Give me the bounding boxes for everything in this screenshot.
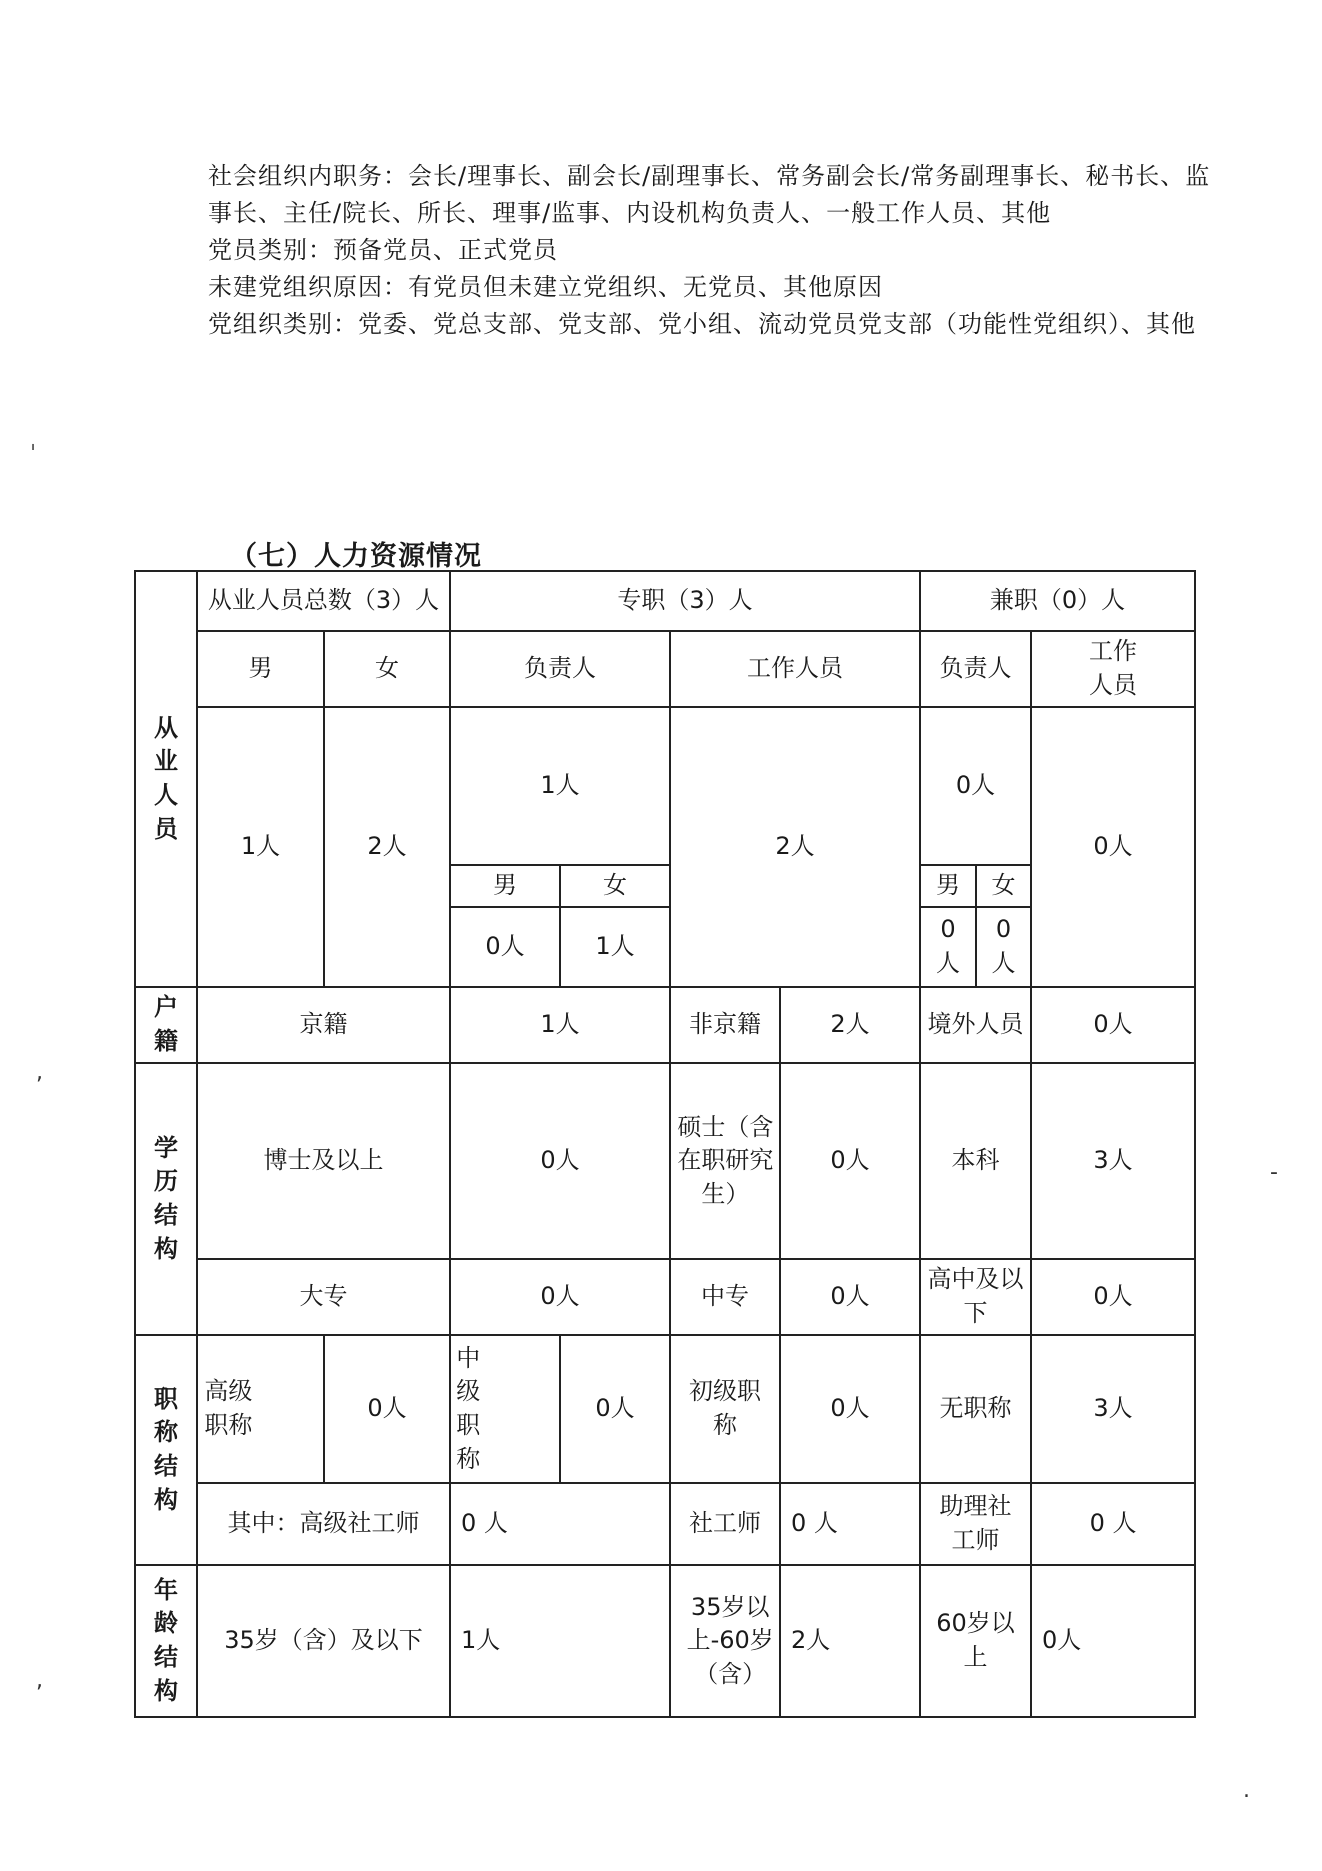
social-count: 0 人 (780, 1483, 920, 1565)
overseas-label (920, 987, 1031, 1063)
employees-category: 从业人员 (153, 713, 178, 843)
table-row (135, 1483, 1195, 1565)
note-line: 党员类别：预备党员、正式党员 (208, 236, 558, 264)
note-line: 社会组织内职务：会长/理事长、副会长/副理事长、常务副会长/常务副理事长、秘书长、监 (208, 162, 1211, 190)
under35-label: 35岁（含）及以下 (197, 1565, 450, 1717)
junior-label (670, 1335, 780, 1483)
fulltime-cell: 专职（3）人 (450, 571, 920, 631)
ft-head-male-count: 0人 (450, 907, 560, 987)
over60-label-text: 60岁以上 (936, 1609, 1015, 1671)
scan-speck: . (1243, 1778, 1250, 1803)
section-title: （七）人力资源情况 (230, 541, 482, 572)
note-line: 事长、主任/院长、所长、理事/监事、内设机构负责人、一般工作人员、其他 (208, 199, 1052, 227)
male-count: 1人 (197, 707, 324, 987)
intermediate-label-text: 中级职称 (456, 1343, 481, 1473)
master-count: 0人 (780, 1063, 920, 1259)
category-cell (135, 1335, 197, 1565)
intermediate-count: 0人 (560, 1335, 670, 1483)
note-line: 党组织类别：党委、党总支部、党支部、党小组、流动党员党支部（功能性党组织）、其他 (208, 310, 1196, 338)
pt-staff-count: 0人 (1031, 707, 1195, 987)
pt-head-male-count-text: 0人 (936, 915, 961, 977)
scan-speck: ˈ (30, 442, 37, 467)
college-label: 大专 (197, 1259, 450, 1335)
beijing-label: 京籍 (197, 987, 450, 1063)
senior-count: 0人 (324, 1335, 450, 1483)
scan-speck: , (36, 1668, 43, 1693)
doctor-label: 博士及以上 (197, 1063, 450, 1259)
highschool-label (920, 1259, 1031, 1335)
female-header: 女 (324, 631, 450, 707)
master-label-text: 硕士（含在职研究生） (677, 1112, 774, 1208)
non-beijing-count: 2人 (780, 987, 920, 1063)
technical-count: 0人 (780, 1259, 920, 1335)
assistant-social-count: 0 人 (1031, 1483, 1195, 1565)
male-header: 男 (197, 631, 324, 707)
note-line: 未建党组织原因：有党员但未建立党组织、无党员、其他原因 (208, 273, 883, 301)
table-row (135, 987, 1195, 1063)
bachelor-label: 本科 (920, 1063, 1031, 1259)
pt-head-male-header: 男 (920, 865, 976, 907)
table-row (135, 707, 1195, 865)
table-row (135, 1335, 1195, 1483)
title-category: 职称结构 (153, 1384, 178, 1514)
table-row (135, 1063, 1195, 1259)
human-resources-table (134, 570, 1196, 1718)
ft-head-count: 1人 (450, 707, 670, 865)
senior-social-count: 0 人 (450, 1483, 670, 1565)
master-label (670, 1063, 780, 1259)
mid-age-count: 2人 (780, 1565, 920, 1717)
education-category: 学历结构 (153, 1133, 178, 1263)
scan-speck: - (1270, 1160, 1278, 1185)
pt-staff-header-text: 工作人员 (1089, 637, 1138, 699)
highschool-count: 0人 (1031, 1259, 1195, 1335)
non-beijing-label: 非京籍 (670, 987, 780, 1063)
assistant-social-label-text: 助理社工师 (939, 1492, 1012, 1554)
category-cell (135, 1565, 197, 1717)
junior-label-text: 初级职称 (689, 1377, 761, 1439)
intermediate-label (450, 1335, 560, 1483)
total-employees-cell: 从业人员总数（3）人 (197, 571, 450, 631)
ft-head-header: 负责人 (450, 631, 670, 707)
mid-age-label (670, 1565, 780, 1717)
category-cell (135, 987, 197, 1063)
senior-label (197, 1335, 324, 1483)
over60-label (920, 1565, 1031, 1717)
table-row (135, 1565, 1195, 1717)
overseas-count: 0人 (1031, 987, 1195, 1063)
ft-head-female-count: 1人 (560, 907, 670, 987)
ft-staff-header: 工作人员 (670, 631, 920, 707)
pt-head-male-count (920, 907, 976, 987)
under35-count: 1人 (450, 1565, 670, 1717)
pt-head-female-header: 女 (976, 865, 1031, 907)
technical-label: 中专 (670, 1259, 780, 1335)
pt-head-female-count (976, 907, 1031, 987)
senior-social-label: 其中：高级社工师 (197, 1483, 450, 1565)
beijing-count: 1人 (450, 987, 670, 1063)
overseas-label-text: 境外人员 (927, 1010, 1024, 1039)
doctor-count: 0人 (450, 1063, 670, 1259)
mid-age-label-text: 35岁以上-60岁（含） (686, 1592, 774, 1688)
table-row (135, 1259, 1195, 1335)
none-count: 3人 (1031, 1335, 1195, 1483)
category-cell (135, 571, 197, 987)
pt-head-count: 0人 (920, 707, 1031, 865)
none-label: 无职称 (920, 1335, 1031, 1483)
category-cell (135, 1063, 197, 1335)
ft-staff-count: 2人 (670, 707, 920, 987)
highschool-label-text: 高中及以下 (927, 1265, 1024, 1327)
pt-head-female-count-text: 0人 (991, 915, 1016, 977)
ft-head-female-header: 女 (560, 865, 670, 907)
female-count: 2人 (324, 707, 450, 987)
parttime-cell: 兼职（0）人 (920, 571, 1195, 631)
pt-head-header: 负责人 (920, 631, 1031, 707)
notes-block (208, 158, 1211, 343)
over60-count: 0人 (1031, 1565, 1195, 1717)
assistant-social-label (920, 1483, 1031, 1565)
age-category: 年龄结构 (153, 1575, 178, 1705)
table-row (135, 571, 1195, 631)
senior-label-text: 高级职称 (204, 1377, 253, 1439)
bachelor-count: 3人 (1031, 1063, 1195, 1259)
table-row (135, 631, 1195, 707)
social-label: 社工师 (670, 1483, 780, 1565)
pt-staff-header (1031, 631, 1195, 707)
ft-head-male-header: 男 (450, 865, 560, 907)
junior-count: 0人 (780, 1335, 920, 1483)
college-count: 0人 (450, 1259, 670, 1335)
household-category: 户籍 (153, 993, 178, 1055)
scan-speck: , (36, 1060, 43, 1085)
